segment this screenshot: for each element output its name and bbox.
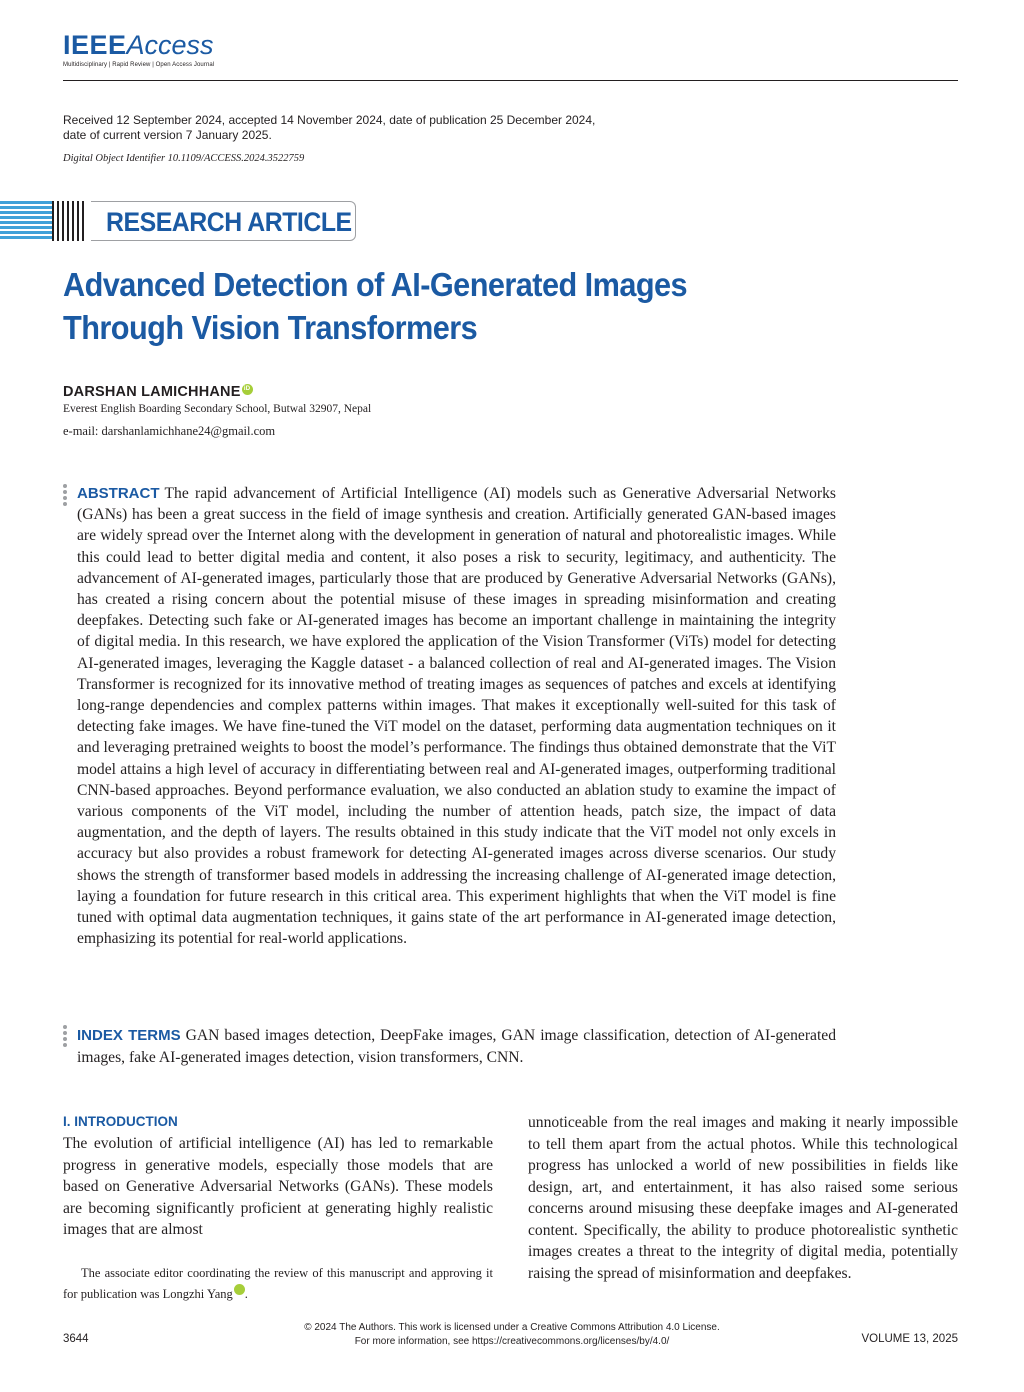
received-line-2: date of current version 7 January 2025.: [63, 128, 272, 142]
index-terms-label: INDEX TERMS: [77, 1027, 181, 1044]
license-notice: [262, 1321, 762, 1349]
journal-logo: [63, 30, 214, 68]
abstract-label: ABSTRACT: [77, 485, 160, 502]
license-line-2[interactable]: For more information, see https://creativecommons.org/licenses/by/4.0/: [354, 1336, 670, 1347]
editor-footnote-end: .: [244, 1287, 248, 1301]
volume-label: VOLUME 13, 2025: [861, 1333, 958, 1345]
received-line-1: Received 12 September 2024, accepted 14 November 2024, date of publication 25 December 2024,: [63, 113, 596, 127]
introduction-left-column: The evolution of artificial intelligence (AI) has led to remarkable progress in generative models, especially those models that are based on Generative Adversarial Networks (GANs). These models are becoming significantly proficient at generating highly realistic images that are almost: [63, 1135, 493, 1238]
banner-stripes: [0, 201, 52, 241]
orcid-icon[interactable]: iD: [242, 384, 253, 395]
index-terms-marker-icon: [63, 1025, 67, 1049]
license-line-1: © 2024 The Authors. This work is licensed under a Creative Commons Attribution 4.0 License.: [304, 1322, 720, 1333]
author-name-text: DARSHAN LAMICHHANE: [63, 384, 241, 400]
banner-barcode: [52, 201, 92, 241]
index-terms-text: GAN based images detection, DeepFake images, GAN image classification, detection of AI-generated images, fake AI-generated images detection, vision transformers, CNN.: [77, 1027, 836, 1066]
author-affiliation: Everest English Boarding Secondary School, Butwal 32907, Nepal: [63, 403, 372, 415]
logo-access-text: Access: [126, 30, 214, 60]
editor-footnote: [63, 1263, 493, 1305]
abstract: [77, 483, 836, 949]
title-line-2: Through Vision Transformers: [63, 309, 478, 346]
logo-tagline: Multidisciplinary | Rapid Review | Open Access Journal: [63, 62, 215, 68]
index-terms: [77, 1025, 836, 1068]
abstract-marker-icon: [63, 484, 67, 508]
editor-orcid-icon[interactable]: iD: [234, 1284, 245, 1295]
author-email: e-mail: darshanlamichhane24@gmail.com: [63, 424, 276, 438]
introduction-heading: I. INTRODUCTION: [63, 1114, 178, 1129]
author-name: [63, 384, 253, 400]
editor-footnote-text: The associate editor coordinating the review of this manuscript and approving it for publication was Longzhi Yang: [63, 1266, 493, 1301]
header-divider: [63, 80, 958, 81]
paper-title: [63, 263, 770, 349]
page-number: 3644: [63, 1333, 89, 1345]
received-dates: [63, 113, 663, 143]
introduction-right-column: unnoticeable from the real images and making it nearly impossible to tell them apart from the actual photos. While this technological progress has unlocked a world of new possibilities in fields like design, art, and entertainment, it has also raised some serious concerns around misusing these deepfake images and AI-generated content. Specifically, the ability to produce photorealistic synthetic images creates a threat to the integrity of digital media, potentially raising the spread of misinformation and deepfakes.: [528, 1114, 958, 1282]
logo-ieee-text: IEEE: [63, 30, 127, 60]
doi: Digital Object Identifier 10.1109/ACCESS.2024.3522759: [63, 153, 305, 164]
article-type-label: RESEARCH ARTICLE: [106, 207, 352, 237]
title-line-1: Advanced Detection of AI-Generated Images: [63, 266, 688, 303]
abstract-text: The rapid advancement of Artificial Intelligence (AI) models such as Generative Adversarial Networks (GANs) has been a great success in the field of image synthesis and creation. Artificially generated GAN-based images are widely spread over the Internet along with the development in generation of natural and photorealistic images. While this could lead to better digital media and content, it also poses a risk to security, legitimacy, and authenticity. The advancement of AI-generated images, particularly those that are produced by Generative Adversarial Networks (GANs), has created a rising concern about the potential misuse of these images in spreading misinformation and creating deepfakes. Detecting such fake or AI-generated images has become an important challenge in maintaining the integrity of digital media. In this research, we have explored the application of the Vision Transformer (ViTs) model for detecting AI-generated images, leveraging the Kaggle dataset - a balanced collection of real and AI-generated images. The Vision Transformer is recognized for its innovative method of treating images as sequences of patches and excels at identifying long-range dependencies and complex patterns within images. That makes it exceptionally well-suited for this task of detecting fake images. We have fine-tuned the ViT model on the dataset, performing data augmentation techniques on it and leveraging pretrained weights to boost the model’s performance. The findings thus obtained demonstrate that the ViT model attains a high level of accuracy in differentiating between real and AI-generated images, outperforming traditional CNN-based approaches. Beyond performance evaluation, we also conducted an ablation study to examine the impact of various components of the ViT model, including the number of attention heads, patch size, the impact of data augmentation, and the depth of layers. The results obtained in this study indicate that the ViT model not only excels in accuracy but also provides a robust framework for detecting AI-generated images across diverse scenarios. Our study shows the strength of transformer based models in addressing the increasing challenge of AI-generated image detection, laying a foundation for future research in this critical area. This experiment highlights that when the ViT model is fine tuned with optimal data augmentation techniques, it gains state of the art performance in AI-generated image detection, emphasizing its potential for real-world applications.: [77, 485, 836, 948]
